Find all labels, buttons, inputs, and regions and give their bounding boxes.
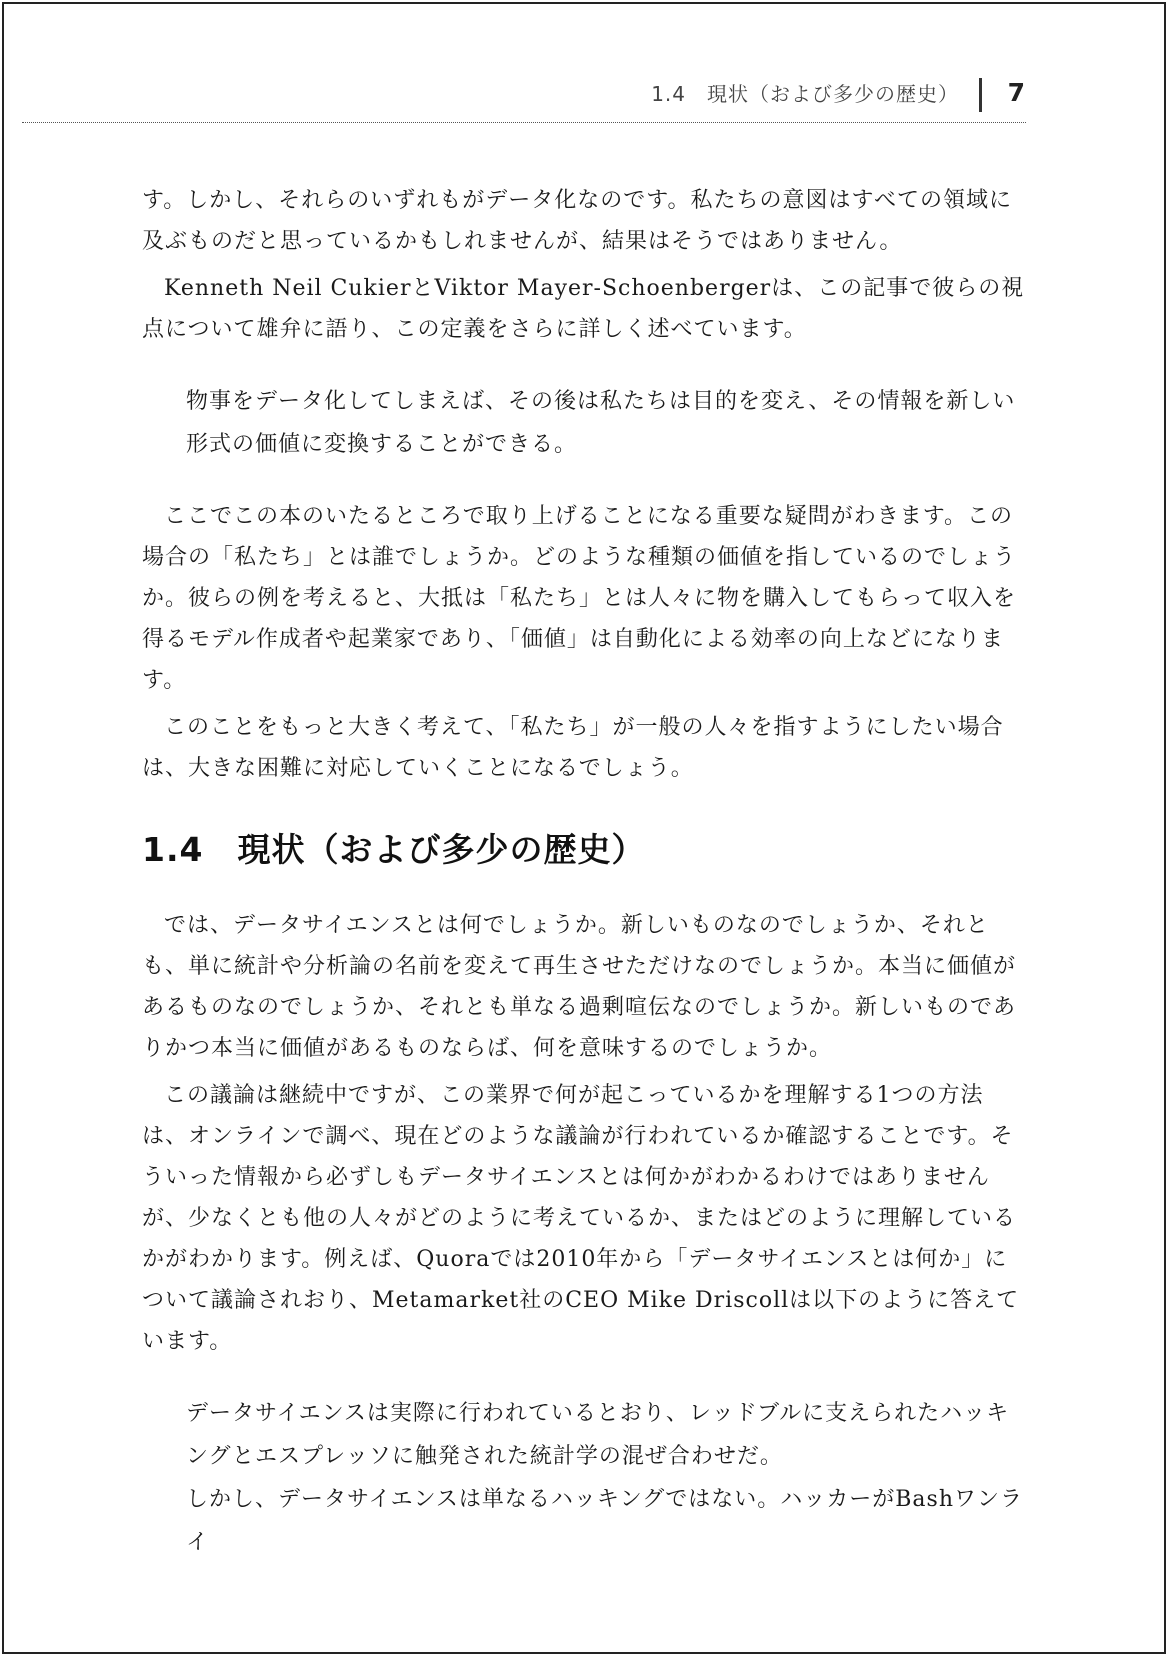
block-quote: 物事をデータ化してしまえば、その後は私たちは目的を変え、その情報を新しい形式の価値に変換することができる。 [186,389,1016,457]
header-rule [22,122,1026,123]
paragraph: この議論は継続中ですが、この業界で何が起こっているかを理解する1つの方法は、オンラインで調べ、現在どのような議論が行われているか確認することです。そういった情報から必ずしもデータサイエンスとは何かがわかるわけではありませんが、少なくとも他の人々がどのように考えているか、またはどのように理解しているかがわかります。例えば、Quoraでは2010年から「データサイエンスとは何か」について議論されおり、Metamarket社のCEO Mike Driscollは以下のように答えています。 [142,1083,1020,1354]
paragraph: す。しかし、それらのいずれもがデータ化なのです。私たちの意図はすべての領域に及ぶものだと思っているかもしれませんが、結果はそうではありません。 [142,188,1013,254]
section-title: 現状（および多少の歴史） [237,830,646,869]
section-number: 1.4 [142,830,204,869]
section-heading [142,825,1028,875]
paragraph: このことをもっと大きく考えて、「私たち」が一般の人々を指すようにしたい場合は、大きな困難に対応していくことになるでしょう。 [142,715,1004,781]
paragraph: ここでこの本のいたるところで取り上げることになる重要な疑問がわきます。この場合の「私たち」とは誰でしょうか。どのような種類の価値を指しているのでしょうか。彼らの例を考えると、大抵は「私たち」とは人々に物を購入してもらって収入を得るモデル作成者や起業家であり、「価値」は自動化による効率の向上などになります。 [142,504,1017,693]
page-body [142,180,1028,1564]
paragraph: Kenneth Neil CukierとViktor Mayer-Schoenbergerは、この記事で彼らの視点について雄弁に語り、この定義をさらに詳しく述べています。 [142,276,1025,342]
header-divider [979,78,982,112]
block-quote: しかし、データサイエンスは単なるハッキングではない。ハッカーがBashワンライ [186,1487,1024,1555]
running-title: 1.4 現状（および多少の歴史） [651,82,959,106]
page-number: 7 [1007,78,1025,107]
running-header [0,80,1025,114]
block-quote: データサイエンスは実際に行われているとおり、レッドブルに支えられたハッキングとエスプレッソに触発された統計学の混ぜ合わせだ。 [186,1401,1010,1469]
paragraph: では、データサイエンスとは何でしょうか。新しいものなのでしょうか、それとも、単に統計や分析論の名前を変えて再生させただけなのでしょうか。本当に価値があるものなのでしょうか、それとも単なる過剰喧伝なのでしょうか。新しいものでありかつ本当に価値があるものならば、何を意味するのでしょうか。 [142,913,1017,1061]
